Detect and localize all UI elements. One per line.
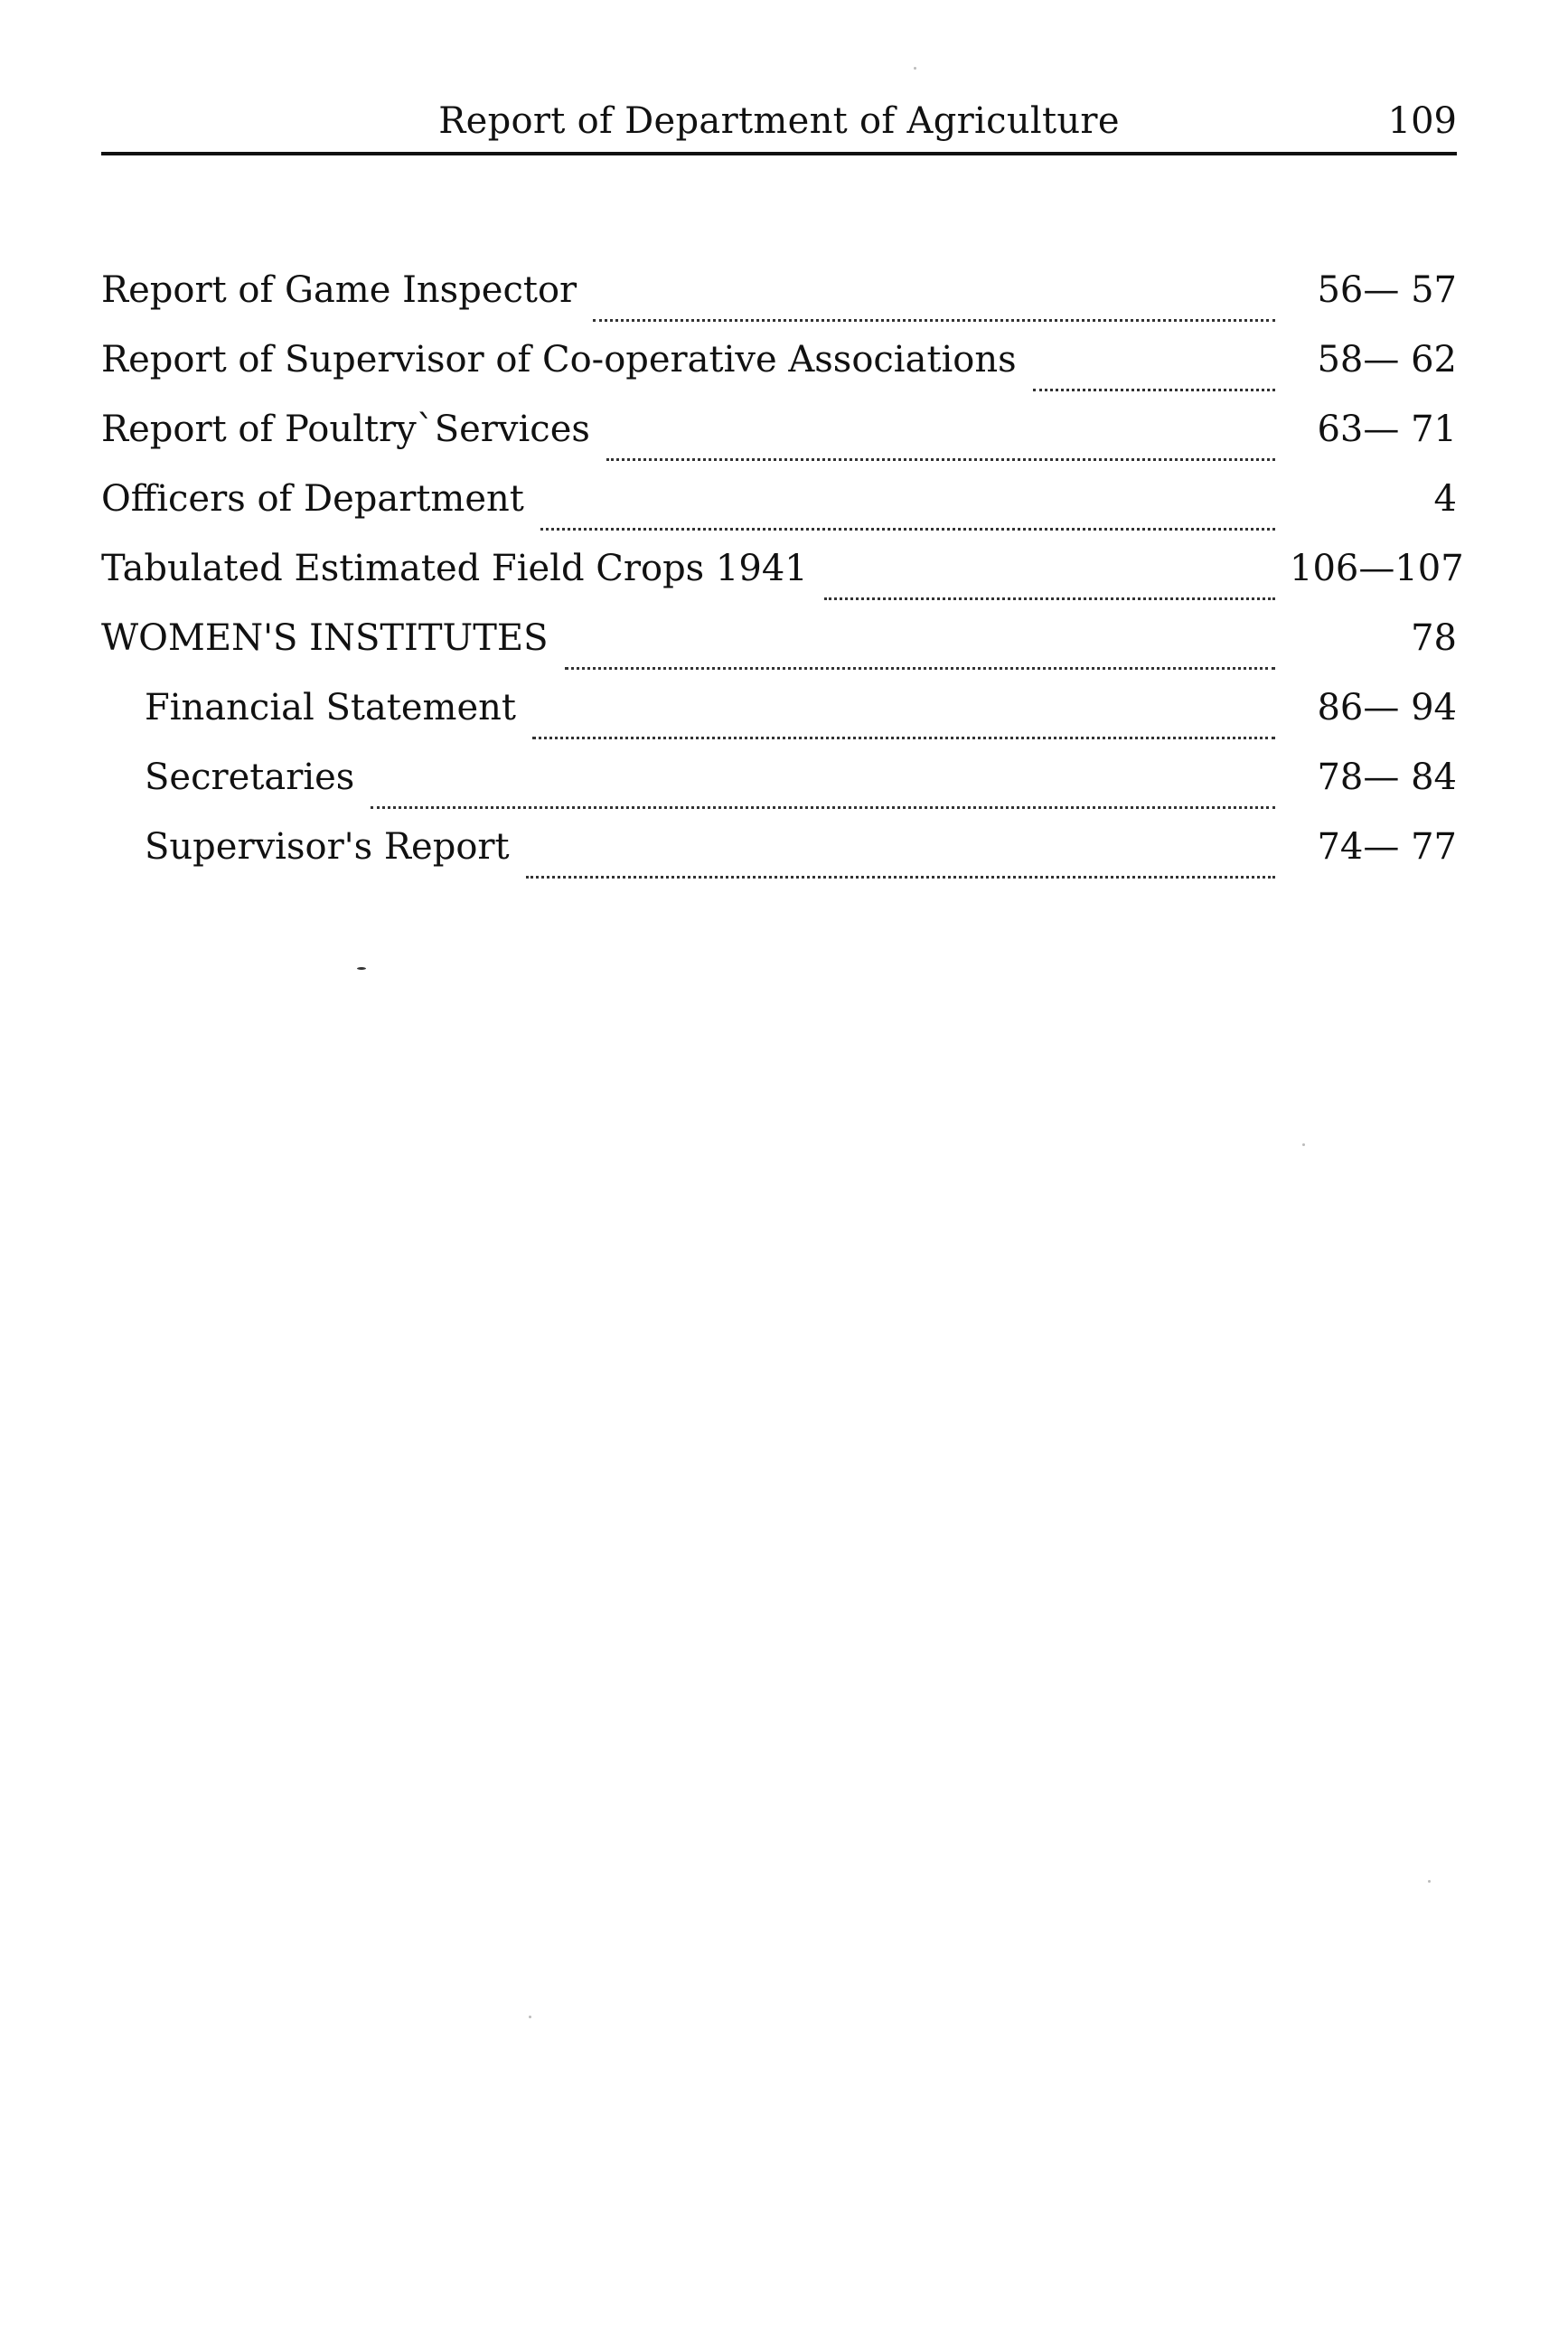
dot-leader	[824, 596, 1275, 600]
entry-label: Supervisor's Report	[145, 826, 510, 868]
dot-leader	[1033, 387, 1275, 391]
running-title: Report of Department of Agriculture	[438, 100, 1120, 142]
entry-label: Officers of Department	[101, 478, 524, 520]
entry-label: Report of Poultry`Services	[101, 409, 590, 450]
entry-label: Financial Statement	[145, 687, 516, 728]
index-entry-game-inspector	[101, 267, 1457, 336]
index-subentry-supervisors-report	[101, 823, 1457, 893]
entry-pages: 58— 62	[1317, 339, 1457, 381]
dot-leader	[532, 735, 1275, 739]
print-speck	[1302, 1143, 1305, 1146]
print-speck	[357, 967, 366, 970]
dot-leader	[593, 317, 1275, 322]
print-speck	[914, 67, 916, 70]
print-speck	[529, 2016, 531, 2018]
index-list	[101, 267, 1464, 893]
entry-label: Tabulated Estimated Field Crops 1941	[101, 548, 808, 589]
index-entry-womens-institutes	[101, 615, 1457, 684]
entry-pages: 78	[1411, 617, 1457, 659]
index-entry-poultry-services	[101, 406, 1457, 475]
entry-pages: 4	[1433, 478, 1457, 520]
dot-leader	[526, 874, 1275, 879]
dot-leader	[565, 665, 1275, 670]
dot-leader	[371, 804, 1275, 809]
entry-label: WOMEN'S INSTITUTES	[101, 617, 549, 659]
entry-pages: 56— 57	[1317, 269, 1457, 311]
entry-label: Secretaries	[145, 757, 355, 798]
page-number: 109	[1387, 100, 1457, 142]
index-entry-field-crops	[101, 545, 1464, 615]
running-header	[101, 98, 1457, 155]
entry-pages: 63— 71	[1317, 409, 1457, 450]
entry-pages: 78— 84	[1317, 757, 1457, 798]
dot-leader	[606, 456, 1275, 461]
index-subentry-secretaries	[101, 754, 1457, 823]
dot-leader	[540, 526, 1275, 531]
index-entry-officers	[101, 475, 1457, 545]
entry-pages: 74— 77	[1317, 826, 1457, 868]
index-subentry-financial-statement	[101, 684, 1457, 754]
index-entry-cooperative-associations	[101, 336, 1457, 406]
entry-pages: 106—107	[1290, 548, 1464, 589]
print-speck	[1428, 1880, 1431, 1883]
entry-label: Report of Game Inspector	[101, 269, 577, 311]
entry-label: Report of Supervisor of Co-operative Associations	[101, 339, 1017, 381]
entry-pages: 86— 94	[1317, 687, 1457, 728]
